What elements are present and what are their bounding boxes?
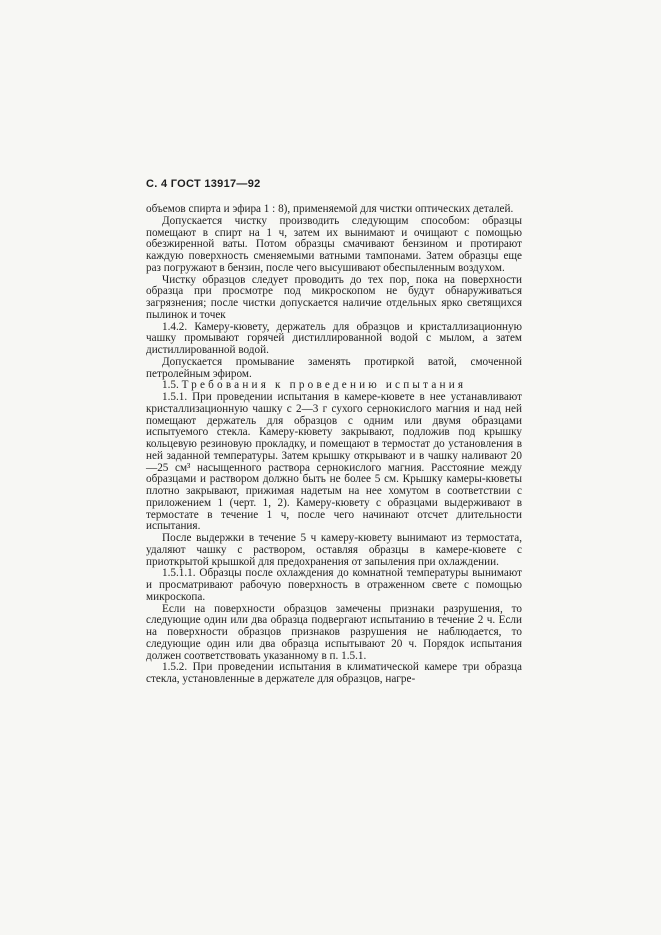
section-number: 1.5. bbox=[162, 379, 179, 392]
page-body bbox=[146, 204, 522, 686]
paragraph-8: После выдержки в течение 5 ч камеру-кювету вынимают из термостата, удаляют чашку с раствором, оставляя образцы в камере-кювете с приоткрытой крышкой для предохранения от запыления при охлаждении. bbox=[146, 532, 522, 568]
paragraph-9: 1.5.1.1. Образцы после охлаждения до комнатной температуры вынимают и просматривают рабочую поверхность в отраженном свете с помощью микроскопа. bbox=[146, 567, 522, 603]
page-header: С. 4 ГОСТ 13917—92 bbox=[146, 178, 261, 190]
paragraph-2: Допускается чистку производить следующим способом: образцы помещают в спирт на 1 ч, затем их вынимают и очищают с помощью обезжиренной ваты. Потом образцы смачивают бензином и протирают каждую поверхность сменяемыми ватными тампонами. Затем образцы еще раз погружают в бензин, после чего высушивают обеспыленным воздухом. bbox=[146, 214, 522, 274]
paragraph-1: объемов спирта и эфира 1 : 8), применяемой для чистки оптических деталей. bbox=[146, 203, 514, 215]
paragraph-4: 1.4.2. Камеру-кювету, держатель для образцов и кристаллизационную чашку промывают горячей дистиллированной водой с мылом, а затем дистиллированной водой. bbox=[146, 320, 522, 356]
section-title: Требования к проведению испытания bbox=[181, 379, 467, 392]
paragraph-11: 1.5.2. При проведении испытания в климатической камере три образца стекла, установленные в держателе для образцов, нагре- bbox=[146, 661, 522, 685]
paragraph-3: Чистку образцов следует проводить до тех пор, пока на поверхности образца при просмотре под микроскопом не будут обнаруживаться загрязнения; после чистки допускается наличие отдельных ярко светящихся пылинок и точек bbox=[146, 273, 522, 321]
paragraph-7: 1.5.1. При проведении испытания в камере-кювете в нее устанавливают кристаллизационную чашку с 2—3 г сухого сернокислого магния и над ней помещают держатель для образцов с одним или двумя образцами испытуемого стекла. Камеру-кювету закрывают, подложив под крышку кольцевую резиновую прокладку, и помещают в термостат до установления в ней заданной температуры. Затем крышку открывают и в чашку наливают 20—25 см³ насыщенного раствора сернокислого магния. Расстояние между образцами и раствором должно быть не более 5 см. Крышку камеры-кюветы плотно закрывают, прижимая надетым на нее хомутом в соответствии с приложением 1 (черт. 1, 2). Камеру-кювету с образцами выдерживают в термостате в течение 1 ч, после чего начинают отсчет длительности испытания. bbox=[146, 391, 522, 533]
paragraph-10: Если на поверхности образцов замечены признаки разрушения, то следующие один или два образца подвергают испытанию в течение 2 ч. Если на поверхности образцов признаков разрушения не наблюдается, то следующие один или два образца испытывают 20 ч. Порядок испытания должен соответствовать указанному в п. 1.5.1. bbox=[146, 602, 522, 662]
paragraph-5: Допускается промывание заменять протиркой ватой, смоченной петролейным эфиром. bbox=[146, 355, 522, 380]
